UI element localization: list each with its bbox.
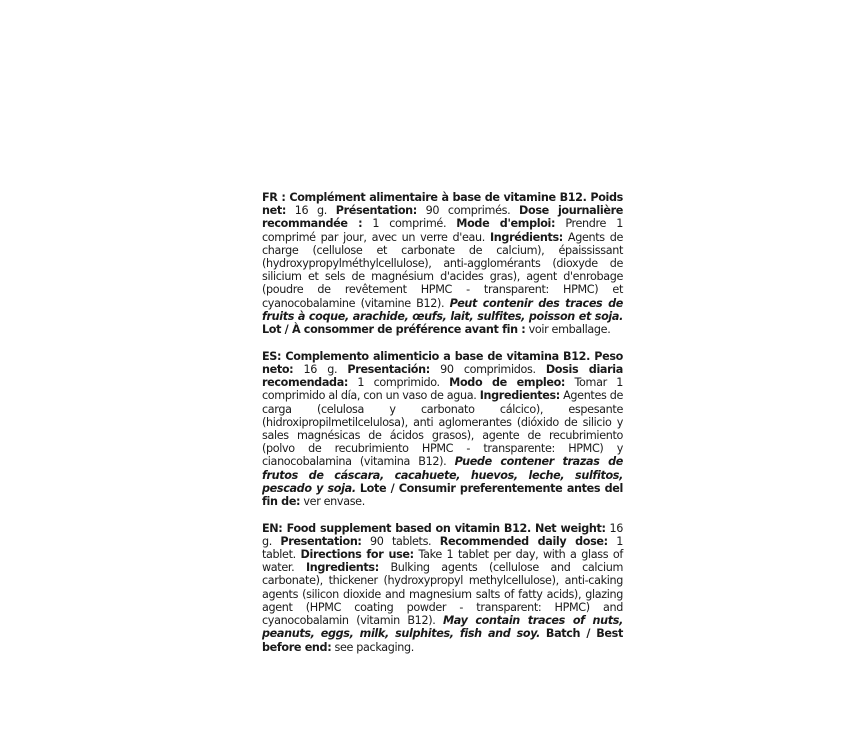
label-text: Agents de charge (cellulose et carbonate de calcium), épaississant (hydroxypropylméthylcellulose), anti-agglomérants (dioxyde de silicium et sels de magnésium d'acides gras), agent d'enrobage (poudre de revêtement HPMC - transparent: HPMC) et cyanocobalamine (vitamine B12). (262, 230, 624, 310)
label-heading: Dosis diaria recomendada: (262, 362, 623, 390)
label-heading: Lote / Consumir preferentemente antes del fin de: (262, 481, 623, 508)
label-text: 16 g. (262, 521, 623, 548)
label-heading: Ingrédients: (489, 230, 563, 244)
allergen-warning: Peut contenir des traces de fruits à coque, arachide, œufs, lait, sulfites, poisson et soja. (262, 296, 623, 323)
label-heading: Dose journalière recommandée : (262, 204, 623, 231)
label-text: Prendre 1 comprimé par jour, avec un verre d'eau. (262, 217, 623, 244)
product-label-text (262, 191, 623, 654)
label-text: Bulking agents (cellulose and calcium carbonate), thickener (hydroxypropyl methylcellulose), anti-caking agents (silicon dioxide and magnesium salts of fatty acids), glazing agent (HPMC coating powder - transparent: HPMC) and cyanocobalamin (vitamin B12). (262, 561, 624, 628)
section-en (262, 522, 623, 654)
label-heading: Directions for use: (300, 548, 414, 562)
label-text: 1 comprimido. (348, 376, 450, 390)
label-text: ver envase. (300, 494, 365, 508)
label-heading: EN: Food supplement based on vitamin B12. Net weight: (262, 521, 606, 535)
label-text: 16 g. (293, 362, 348, 376)
label-heading: Presentation: (280, 534, 362, 548)
label-heading: Recommended daily dose: (439, 534, 608, 548)
label-heading: Lot / À consommer de préférence avant fin : (262, 323, 526, 337)
section-fr (262, 191, 623, 336)
label-text: 1 tablet. (262, 534, 623, 562)
label-text: 90 comprimés. (416, 204, 520, 218)
label-heading: Présentation: (335, 204, 417, 218)
label-text: Take 1 tablet per day, with a glass of water. (262, 548, 623, 575)
label-text: Agentes de carga (celulosa y carbonato cálcico), espesante (hidroxipropilmetilcelulosa), anti aglomerantes (dióxido de silicio y sales magnésicas de ácidos grasos), agente de recubrimiento (polvo de recubrimiento HPMC - transparente: HPMC) y cianocobalamina (vitamina B12). (262, 389, 623, 469)
label-heading: Batch / Best before end: (262, 627, 623, 654)
label-heading: Ingredientes: (479, 389, 560, 403)
label-heading: Modo de empleo: (449, 376, 566, 390)
label-heading: Ingredients: (305, 561, 379, 575)
allergen-warning: Puede contener trazas de frutos de cáscara, cacahuete, huevos, leche, sulfitos, pescado y soja. (262, 455, 623, 495)
label-heading: FR : Complément alimentaire à base de vitamine B12. Poids net: (262, 191, 623, 218)
label-text: 90 comprimidos. (429, 362, 546, 376)
label-text: see packaging. (331, 640, 415, 654)
label-text: Tomar 1 comprimido al día, con un vaso de agua. (262, 376, 623, 403)
section-es (262, 350, 623, 508)
label-heading: Mode d'emploi: (456, 217, 556, 231)
allergen-warning: May contain traces of nuts, peanuts, eggs, milk, sulphites, fish and soy. (262, 614, 623, 641)
label-text: 16 g. (285, 204, 336, 218)
label-heading: Presentación: (347, 362, 430, 376)
label-heading: ES: Complemento alimenticio a base de vitamina B12. Peso neto: (262, 349, 623, 376)
label-text: voir emballage. (525, 323, 611, 337)
label-text: 1 comprimé. (362, 217, 457, 231)
label-text: 90 tablets. (361, 534, 440, 548)
